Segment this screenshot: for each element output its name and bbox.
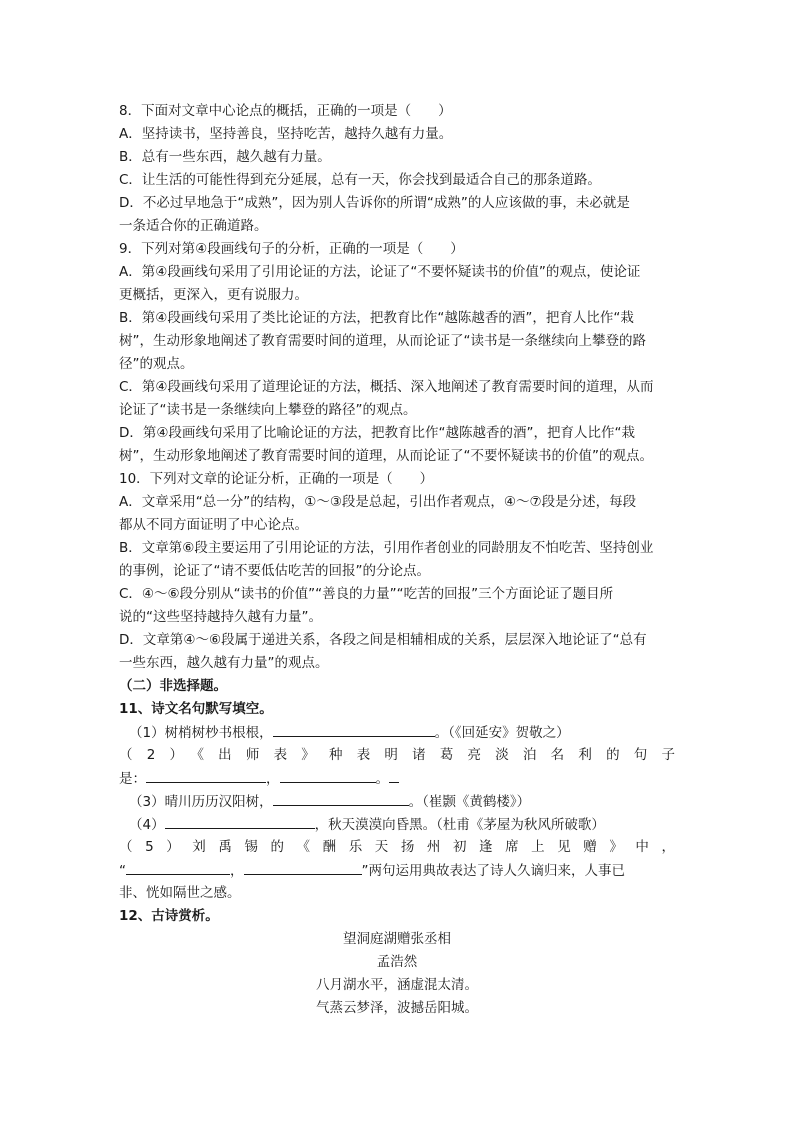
- item-1-prefix: （1）树梢树杪书根根，: [129, 725, 273, 741]
- question-9-option-c-line2: 论证了“读书是一条继续向上攀登的路径”的观点。: [119, 402, 417, 418]
- item-2-blank-1[interactable]: [146, 767, 266, 783]
- question-11-item-1: [119, 721, 675, 744]
- question-11-item-4: [119, 813, 675, 836]
- item-3-suffix: 。（崔颢《黄鹤楼》）: [408, 794, 531, 810]
- poem-line-2: 气蒸云梦泽，波撼岳阳城。: [316, 1000, 478, 1016]
- question-11-item-5-line3: 非、恍如隔世之感。: [119, 885, 241, 901]
- question-9-option-a-line1: A．第④段画线句采用了引用论证的方法，论证了“不要怀疑读书的价值”的观点，使论证: [119, 264, 641, 280]
- question-10-option-a-line1: A．文章采用“总一分”的结构，①～③段是总起，引出作者观点，④～⑦段是分述，每段: [119, 494, 637, 510]
- question-9-option-a-line2: 更概括，更深入，更有说服力。: [119, 287, 308, 303]
- question-10-option-b-line2: 的事例，论证了“请不要低估吃苦的回报”的分论点。: [119, 563, 430, 579]
- question-11-item-2-line1: （2）《出师表》种表明诸葛亮淡泊名利的句子: [119, 747, 675, 763]
- item-5-blank-2[interactable]: [244, 859, 362, 875]
- item-2-separator: ，: [266, 771, 280, 787]
- question-11-item-3: [119, 790, 675, 813]
- item-1-blank[interactable]: [273, 721, 435, 737]
- item-4-blank[interactable]: [165, 813, 315, 829]
- question-9-option-b-line1: B．第④段画线句采用了类比论证的方法，把教育比作“越陈越香的酒”，把育人比作“栽: [119, 310, 634, 326]
- item-5-open-quote: “: [119, 863, 126, 879]
- question-9-option-b-line2: 树”，生动形象地阐述了教育需要时间的道理，从而论证了“读书是一条继续向上攀登的路: [119, 333, 646, 349]
- question-11-heading: 11、诗文名句默写填空。: [119, 701, 273, 717]
- question-8-option-b: B．总有一些东西，越久越有力量。: [119, 149, 331, 165]
- question-10-option-d-line1: D．文章第④～⑥段属于递进关系，各段之间是相辅相成的关系，层层深入地论证了“总有: [119, 632, 647, 648]
- question-11-item-5-line1: （5）刘禹锡的《酬乐天扬州初逢席上见赠》中，: [119, 839, 675, 855]
- question-9-option-b-line3: 径”的观点。: [119, 356, 194, 372]
- question-8-option-c: C．让生活的可能性得到充分延展，总有一天，你会找到最适合自己的那条道路。: [119, 172, 601, 188]
- question-12-heading: 12、古诗赏析。: [119, 908, 219, 924]
- question-8-option-d-line1: D．不必过早地急于“成熟”，因为别人告诉你的所谓“成熟”的人应该做的事，未必就是: [119, 195, 630, 211]
- item-2-suffix: 。: [375, 771, 389, 787]
- question-10-stem: 10．下列对文章的论证分析，正确的一项是（ ）: [119, 471, 434, 487]
- item-3-prefix: （3）晴川历历汉阳树，: [129, 794, 273, 810]
- item-3-blank[interactable]: [273, 790, 409, 806]
- question-9-option-d-line1: D．第④段画线句采用了比喻论证的方法，把教育比作“越陈越香的酒”，把育人比作“栽: [119, 425, 635, 441]
- question-10-option-c-line1: C．④～⑥段分别从“读书的价值”“善良的力量”“吃苦的回报”三个方面论证了题目所: [119, 586, 614, 602]
- question-9-stem: 9．下列对第④段画线句子的分析，正确的一项是（ ）: [119, 241, 464, 257]
- question-8-option-d-line2: 一条适合你的正确道路。: [119, 218, 268, 234]
- item-1-suffix: 。（《回延安》贺敬之）: [434, 725, 570, 741]
- question-9-option-c-line1: C．第④段画线句采用了道理论证的方法，概括、深入地阐述了教育需要时间的道理，从而: [119, 379, 654, 395]
- question-9-option-d-line2: 树”，生动形象地阐述了教育需要时间的道理，从而论证了“不要怀疑读书的价值”的观点。: [119, 448, 653, 464]
- question-10-option-a-line2: 都从不同方面证明了中心论点。: [119, 517, 308, 533]
- question-10-option-c-line2: 说的“这些坚持越持久越有力量”。: [119, 609, 322, 625]
- poem-title: 望洞庭湖赠张丞相: [343, 931, 451, 947]
- item-5-blank-1[interactable]: [126, 859, 230, 875]
- poem-author: 孟浩然: [376, 954, 418, 970]
- section-2-heading: （二）非选择题。: [119, 678, 227, 694]
- question-10-option-b-line1: B．文章第⑥段主要运用了引用论证的方法，引用作者创业的同龄朋友不怕吃苦、坚持创业: [119, 540, 654, 556]
- question-10-option-d-line2: 一些东西，越久越有力量”的观点。: [119, 655, 329, 671]
- item-2-prefix: 是：: [119, 771, 146, 787]
- question-11-item-5-line2: [119, 859, 675, 882]
- poem-line-1: 八月湖水平，涵虚混太清。: [316, 977, 478, 993]
- question-8-option-a: A．坚持读书，坚持善良，坚持吃苦，越持久越有力量。: [119, 126, 453, 142]
- item-4-prefix: （4）: [129, 817, 165, 833]
- question-11-item-2-line2: [119, 767, 675, 790]
- item-4-suffix: ，秋天漠漠向昏黑。（杜甫《茅屋为秋风所破歌）: [314, 817, 605, 833]
- item-5-suffix: ”两句运用典故表达了诗人久谪归来，人事已: [361, 863, 625, 879]
- item-2-blank-tail: [389, 767, 399, 783]
- item-2-blank-2[interactable]: [280, 767, 376, 783]
- exam-page: [119, 100, 675, 1020]
- item-5-separator: ，: [230, 863, 244, 879]
- question-8-stem: 8．下面对文章中心论点的概括，正确的一项是（ ）: [119, 103, 452, 119]
